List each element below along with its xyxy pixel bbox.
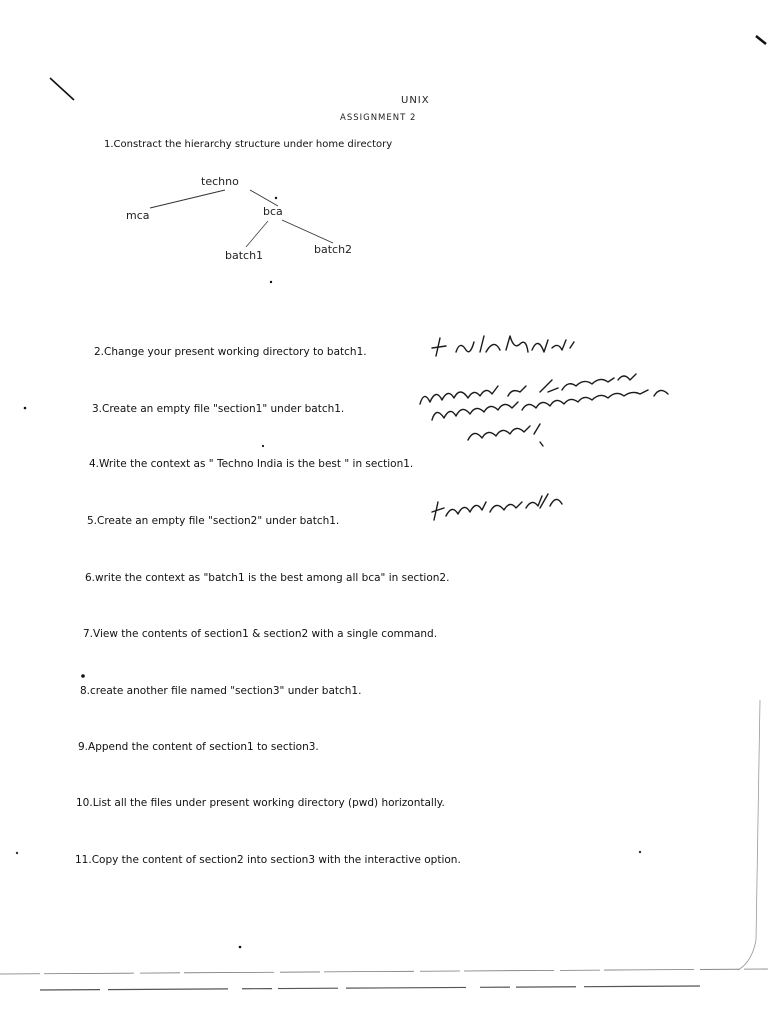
question-6: 6.write the context as "batch1 is the best among all bca" in section2. [85, 572, 450, 584]
question-10: 10.List all the files under present working directory (pwd) horizontally. [76, 797, 445, 809]
question-7: 7.View the contents of section1 & section2 with a single command. [83, 628, 438, 640]
question-8: 8.create another file named "section3" under batch1. [80, 685, 362, 697]
tree-node-bca: bca [263, 205, 283, 218]
scribble-q3-line2 [432, 390, 668, 420]
tree-node-batch2: batch2 [314, 243, 353, 256]
question-3: 3.Create an empty file "section1" under batch1. [92, 403, 345, 415]
tree-node-mca: mca [126, 209, 150, 222]
tree-node-techno: techno [201, 175, 239, 188]
assignment-heading: ASSIGNMENT 2 [340, 113, 417, 123]
question-9: 9.Append the content of section1 to section3. [78, 741, 319, 753]
scribble-q5 [432, 494, 562, 520]
scribble-q2 [432, 336, 574, 356]
subject-heading: UNIX [401, 95, 430, 106]
question-11: 11.Copy the content of section2 into section3 with the interactive option. [75, 854, 461, 866]
scribble-q3-line3 [468, 424, 543, 446]
question-2: 2.Change your present working directory to batch1. [94, 346, 367, 358]
tree-node-batch1: batch1 [225, 249, 264, 262]
question-1: 1.Constract the hierarchy structure under home directory [104, 139, 393, 150]
scribble-q3-line1 [420, 374, 636, 404]
question-5: 5.Create an empty file "section2" under batch1. [87, 515, 340, 527]
question-4: 4.Write the context as " Techno India is the best " in section1. [89, 458, 414, 470]
